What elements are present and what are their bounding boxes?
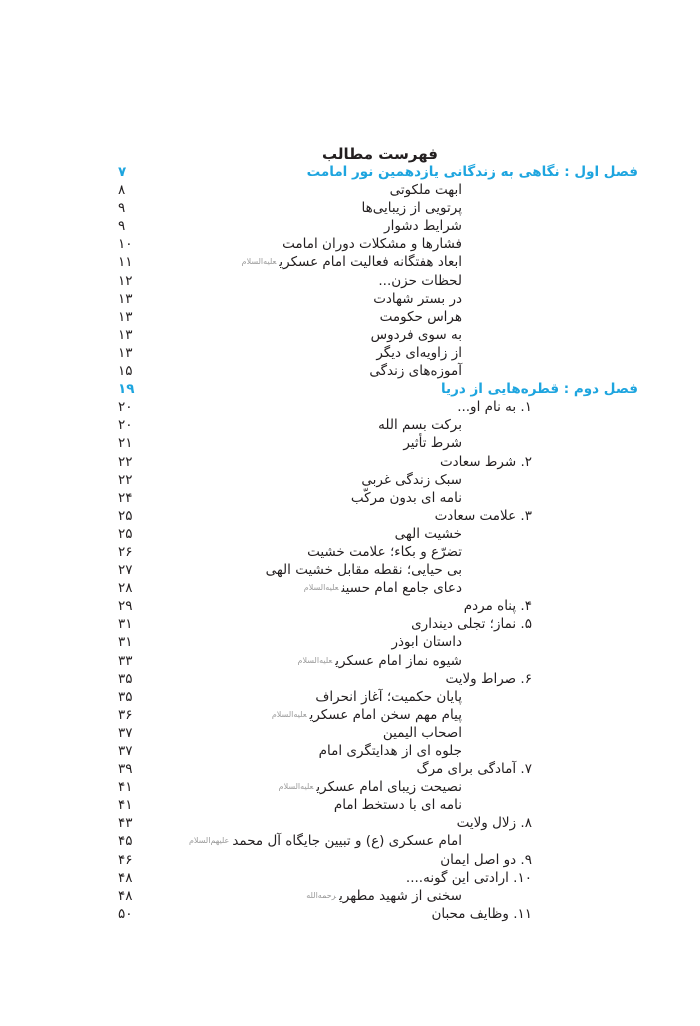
toc-entry[interactable] [110, 525, 638, 543]
page-number: ۲۵ [118, 507, 133, 524]
page-number: ۳۷ [118, 743, 133, 759]
entry-title-text: ۴. پناه مردم [463, 598, 532, 615]
page-number: ۱۹ [118, 381, 135, 398]
page-number: ۹ [118, 218, 126, 235]
page-number: ۱۳ [118, 326, 133, 343]
page-number: ۷ [118, 164, 127, 180]
toc-entry[interactable] [110, 869, 638, 887]
page-number: ۲۶ [118, 543, 133, 560]
toc-entry[interactable] [110, 507, 638, 525]
entry-title-text: شرایط دشوار [384, 218, 462, 235]
entry-title-text: پیام مهم سخن امام عسکری [309, 706, 462, 723]
entry-title-text: ۲. شرط سعادت [439, 453, 532, 470]
entry-title [373, 290, 462, 308]
entry-title [351, 489, 462, 507]
entry-title-text: فصل اول : نگاهی به زندگانی یازدهمین نور امامت [306, 164, 638, 180]
entry-title [383, 724, 462, 742]
toc-entry[interactable] [110, 308, 638, 326]
page-number: ۲۴ [118, 489, 133, 506]
page-number: ۲۸ [118, 580, 133, 597]
page-number: ۲۰ [118, 399, 133, 416]
entry-title [242, 253, 462, 271]
toc-entry[interactable] [110, 851, 638, 869]
entry-title [441, 380, 638, 398]
page-number: ۴۳ [118, 815, 133, 832]
page-number: ۲۲ [118, 453, 133, 470]
toc-entry[interactable] [110, 724, 638, 742]
toc-entry[interactable] [110, 778, 638, 796]
entry-title [307, 543, 462, 561]
entry-title-text: شیوه نماز امام عسکری [335, 652, 462, 669]
page-number: ۲۱ [118, 435, 133, 452]
page-number: ۱۰ [118, 236, 133, 253]
entry-title-text: ۸. زلال ولایت [456, 815, 532, 832]
entry-title-text: ۷. آمادگی برای مرگ [416, 761, 532, 778]
entry-title [304, 579, 462, 597]
entry-title-text: فصل دوم : قطره‌هایی از دریا [440, 381, 638, 398]
entry-title [189, 832, 462, 850]
page-number: ۴۸ [118, 887, 133, 904]
entry-title-text: پایان حکمیت؛ آغاز انحراف [315, 688, 462, 705]
toc-chapter-heading[interactable] [110, 380, 638, 398]
page-number: ۴۸ [118, 869, 133, 886]
entry-title-text: خشیت الهی [394, 525, 462, 542]
entry-title [440, 851, 532, 869]
entry-title [306, 887, 462, 905]
honorific-icon: عليه‌السلام [297, 655, 333, 665]
entry-title [457, 814, 532, 832]
entry-title-text: امام عسکری (ع) و تبیین جایگاه آل محمد [232, 833, 462, 850]
toc-entry[interactable] [110, 742, 638, 760]
entry-title-text: تضرّع و بکاء؛ علامت خشیت [307, 543, 462, 560]
page-number: ۴۱ [118, 797, 133, 814]
toc-entry[interactable] [110, 905, 638, 923]
entry-title-text: سخنی از شهید مطهری [339, 887, 462, 904]
page-number: ۸ [118, 182, 126, 199]
entry-title [464, 597, 532, 615]
entry-title [266, 561, 462, 579]
entry-title-text: ۵. نماز؛ تجلی دینداری [411, 616, 532, 633]
toc-entry[interactable] [110, 199, 638, 217]
honorific-icon: عليه‌السلام [241, 257, 277, 267]
page-number: ۱۱ [118, 254, 133, 271]
entry-title [406, 869, 532, 887]
page-number: ۱۳ [118, 308, 133, 325]
entry-title-text: ابهت ملکوتی [389, 182, 462, 199]
entry-title [361, 471, 462, 489]
honorific-icon: عليه‌السلام [303, 583, 339, 593]
entry-title-text: نامه ای بدون مرکّب [350, 489, 462, 506]
entry-title [298, 652, 462, 670]
page-number: ۱۳ [118, 290, 133, 307]
table-of-contents [110, 163, 638, 923]
page-number: ۳۹ [118, 761, 133, 778]
toc-entry[interactable] [110, 561, 638, 579]
honorific-icon: عليه‌السلام [278, 782, 314, 792]
toc-entry[interactable] [110, 272, 638, 290]
page-number: ۴۶ [118, 851, 133, 868]
toc-entry[interactable] [110, 688, 638, 706]
page-number: ۲۲ [118, 471, 133, 488]
entry-title-text: ۱۰. ارادتی این گونه.... [405, 869, 532, 886]
entry-title [395, 525, 462, 543]
entry-title [390, 181, 462, 199]
page-number: ۱۲ [118, 272, 133, 289]
toc-entry[interactable] [110, 670, 638, 688]
toc-entry[interactable] [110, 453, 638, 471]
entry-title-text: هراس حکومت [379, 308, 462, 325]
toc-entry[interactable] [110, 416, 638, 434]
toc-entry[interactable] [110, 832, 638, 850]
toc-chapter-heading[interactable] [110, 163, 638, 181]
toc-entry[interactable] [110, 181, 638, 199]
entry-title [315, 688, 462, 706]
entry-title [392, 633, 462, 651]
entry-title [378, 416, 462, 434]
page-number: ۳۵ [118, 688, 133, 705]
entry-title-text: ۹. دو اصل ایمان [440, 851, 532, 868]
honorific-icon: رحمه‌الله [306, 890, 337, 900]
page-number: ۴۱ [118, 779, 133, 796]
toc-entry[interactable] [110, 652, 638, 670]
page-number: ۲۹ [118, 598, 133, 615]
entry-title [371, 326, 462, 344]
entry-title-text: شرط تأثیر [403, 435, 462, 452]
page-number: ۱۵ [118, 363, 133, 380]
toc-entry[interactable] [110, 471, 638, 489]
entry-title [431, 905, 532, 923]
page-number: ۱۳ [118, 344, 133, 361]
page-number: ۳۳ [118, 652, 133, 669]
toc-entry[interactable] [110, 217, 638, 235]
entry-title-text: آموزه‌های زندگی [369, 363, 462, 380]
entry-title [440, 453, 532, 471]
entry-title-text: پرتویی از زیبایی‌ها [361, 200, 462, 217]
entry-title-text: لحظات حزن... [378, 272, 462, 289]
entry-title [380, 308, 462, 326]
page-number: ۳۱ [118, 616, 133, 633]
entry-title [445, 670, 532, 688]
page-number: ۹ [118, 200, 126, 217]
entry-title-text: جلوه ای از هدایتگری امام [318, 743, 462, 759]
entry-title [403, 434, 462, 452]
toc-entry[interactable] [110, 597, 638, 615]
toc-entry[interactable] [110, 253, 638, 271]
toc-entry[interactable] [110, 796, 638, 814]
entry-title [334, 796, 462, 814]
toc-entry[interactable] [110, 760, 638, 778]
entry-title-text: نامه ای با دستخط امام [333, 797, 462, 814]
entry-title-text: برکت بسم الله [378, 417, 462, 434]
page-number: ۴۵ [118, 833, 133, 850]
toc-entry[interactable] [110, 887, 638, 905]
toc-entry[interactable] [110, 434, 638, 452]
entry-title [307, 163, 638, 181]
entry-title-text: اصحاب الیمین [382, 724, 462, 741]
toc-entry[interactable] [110, 290, 638, 308]
entry-title-text: در بستر شهادت [373, 290, 462, 307]
entry-title [272, 706, 462, 724]
entry-title-text: داستان ابوذر [391, 634, 462, 651]
honorific-icon: عليهم‌السلام [188, 836, 230, 846]
toc-title: فهرست مطالب [322, 145, 438, 163]
toc-entry[interactable] [110, 362, 638, 380]
entry-title [376, 344, 462, 362]
page-number: ۵۰ [118, 905, 133, 922]
toc-entry[interactable] [110, 615, 638, 633]
entry-title [457, 398, 532, 416]
page-number: ۳۷ [118, 724, 133, 741]
page-number: ۲۰ [118, 417, 133, 434]
entry-title-text: ابعاد هفتگانه فعالیت امام عسکری [279, 254, 462, 271]
entry-title [378, 272, 462, 290]
entry-title-text: فشارها و مشکلات دوران امامت [282, 236, 462, 253]
entry-title [384, 217, 462, 235]
toc-entry[interactable] [110, 633, 638, 651]
entry-title-text: نصیحت زیبای امام عسکری [316, 779, 462, 796]
entry-title-text: به سوی فردوس [370, 326, 462, 343]
entry-title [282, 235, 462, 253]
entry-title-text: ۶. صراط ولایت [445, 670, 532, 687]
entry-title [369, 362, 462, 380]
entry-title-text: سبک زندگی غربی [361, 471, 462, 488]
entry-title-text: بی حیایی؛ نقطه مقابل خشیت الهی [265, 562, 462, 579]
entry-title [361, 199, 462, 217]
entry-title-text: دعای جامع امام حسین [341, 580, 462, 597]
entry-title-text: ۱. به نام او... [457, 399, 532, 416]
entry-title [279, 778, 462, 796]
toc-entry[interactable] [110, 344, 638, 362]
page-number: ۲۷ [118, 562, 133, 579]
entry-title-text: ۱۱. وظایف محبان [431, 905, 532, 922]
toc-entry[interactable] [110, 235, 638, 253]
entry-title [416, 760, 532, 778]
entry-title [435, 507, 532, 525]
entry-title [411, 615, 532, 633]
toc-entry[interactable] [110, 579, 638, 597]
toc-entry[interactable] [110, 706, 638, 724]
toc-entry[interactable] [110, 326, 638, 344]
entry-title-text: از زاویه‌ای دیگر [376, 344, 462, 361]
toc-entry[interactable] [110, 814, 638, 832]
toc-entry[interactable] [110, 489, 638, 507]
toc-entry[interactable] [110, 398, 638, 416]
page-number: ۳۵ [118, 670, 133, 687]
page-number: ۲۵ [118, 525, 133, 542]
honorific-icon: عليه‌السلام [271, 709, 307, 719]
entry-title-text: ۳. علامت سعادت [434, 507, 532, 524]
toc-entry[interactable] [110, 543, 638, 561]
page-number: ۳۱ [118, 634, 133, 651]
entry-title [319, 742, 462, 760]
page-number: ۳۶ [118, 706, 133, 723]
